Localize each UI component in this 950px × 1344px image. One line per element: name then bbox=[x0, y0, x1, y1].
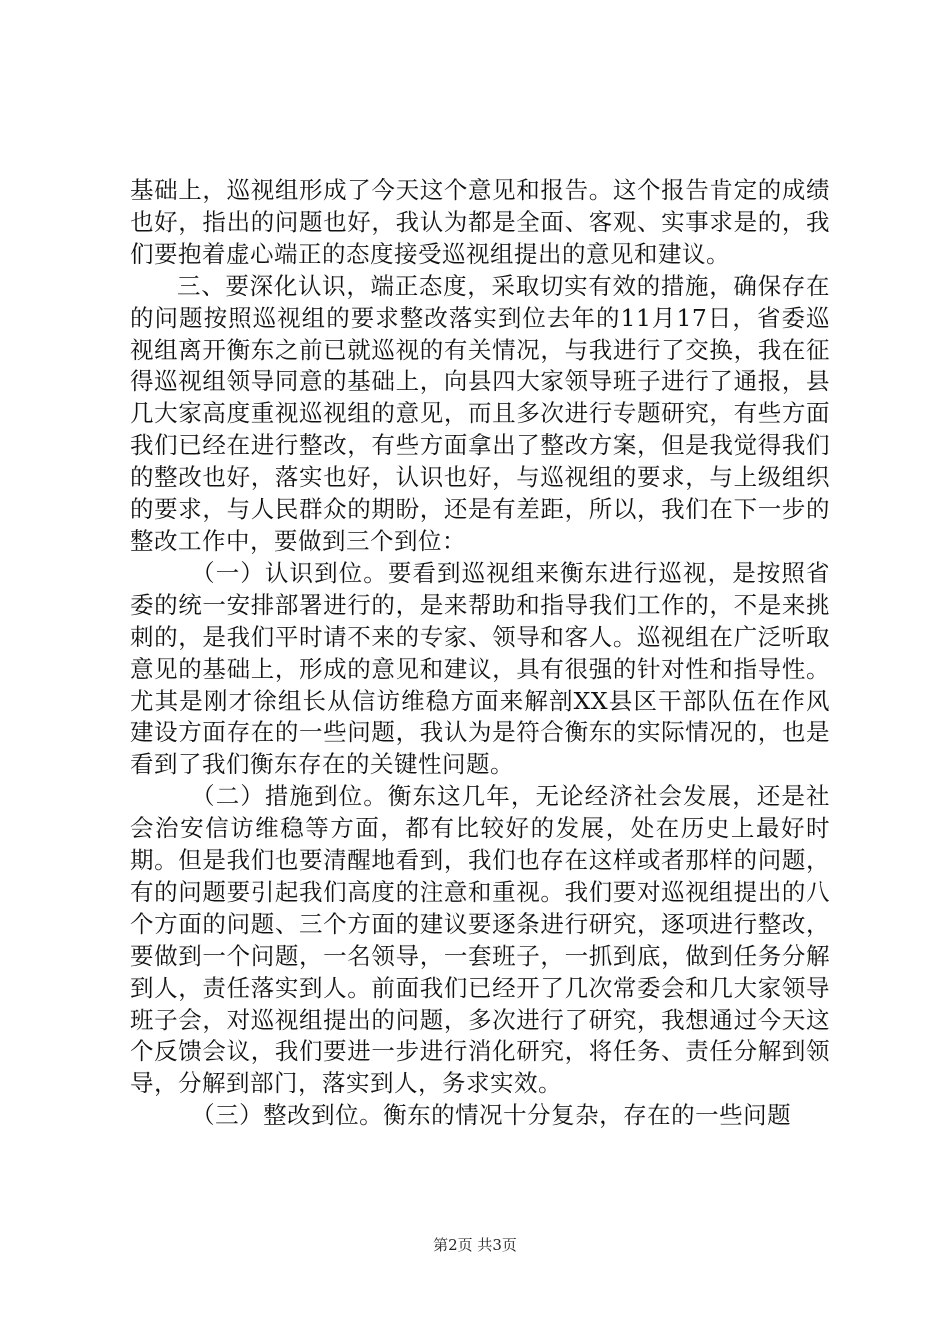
paragraph-continuation: 基础上，巡视组形成了今天这个意见和报告。这个报告肯定的成绩也好，指出的问题也好，我认为都是全面、客观、实事求是的，我们要抱着虚心端正的态度接受巡视组提出的意见和建议。 bbox=[130, 176, 830, 268]
paragraph-item-one: （一）认识到位。要看到巡视组来衡东进行巡视，是按照省委的统一安排部署进行的，是来帮助和指导我们工作的，不是来挑刺的，是我们平时请不来的专家、领导和客人。巡视组在广泛听取意见的基础上，形成的意见和建议，具有很强的针对性和指导性。尤其是刚才徐组长从信访维稳方面来解剖XX县区干部队伍在作风建设方面存在的一些问题，我认为是符合衡东的实际情况的，也是看到了我们衡东存在的关键性问题。 bbox=[130, 558, 830, 779]
document-body bbox=[130, 175, 830, 1132]
paragraph-item-two: （二）措施到位。衡东这几年，无论经济社会发展，还是社会治安信访维稳等方面，都有比较好的发展，处在历史上最好时期。但是我们也要清醒地看到，我们也存在这样或者那样的问题，有的问题要引起我们高度的注意和重视。我们要对巡视组提出的八个方面的问题、三个方面的建议要逐条进行研究，逐项进行整改，要做到一个问题，一名领导，一套班子，一抓到底，做到任务分解到人，责任落实到人。前面我们已经开了几次常委会和几大家领导班子会，对巡视组提出的问题，多次进行了研究，我想通过今天这个反馈会议，我们要进一步进行消化研究，将任务、责任分解到领导，分解到部门，落实到人，务求实效。 bbox=[130, 782, 830, 1098]
page-number-footer: 第2页 共3页 bbox=[433, 1236, 517, 1254]
paragraph-section-three: 三、要深化认识，端正态度，采取切实有效的措施，确保存在的问题按照巡视组的要求整改落实到位去年的11月17日，省委巡视组离开衡东之前已就巡视的有关情况，与我进行了交换，我在征得巡视组领导同意的基础上，向县四大家领导班子进行了通报，县几大家高度重视巡视组的意见，而且多次进行专题研究，有些方面我们已经在进行整改，有些方面拿出了整改方案，但是我觉得我们的整改也好，落实也好，认识也好，与巡视组的要求，与上级组织的要求，与人民群众的期盼，还是有差距，所以，我们在下一步的整改工作中，要做到三个到位： bbox=[130, 271, 830, 555]
paragraph-item-three: （三）整改到位。衡东的情况十分复杂，存在的一些问题 bbox=[191, 1101, 792, 1130]
